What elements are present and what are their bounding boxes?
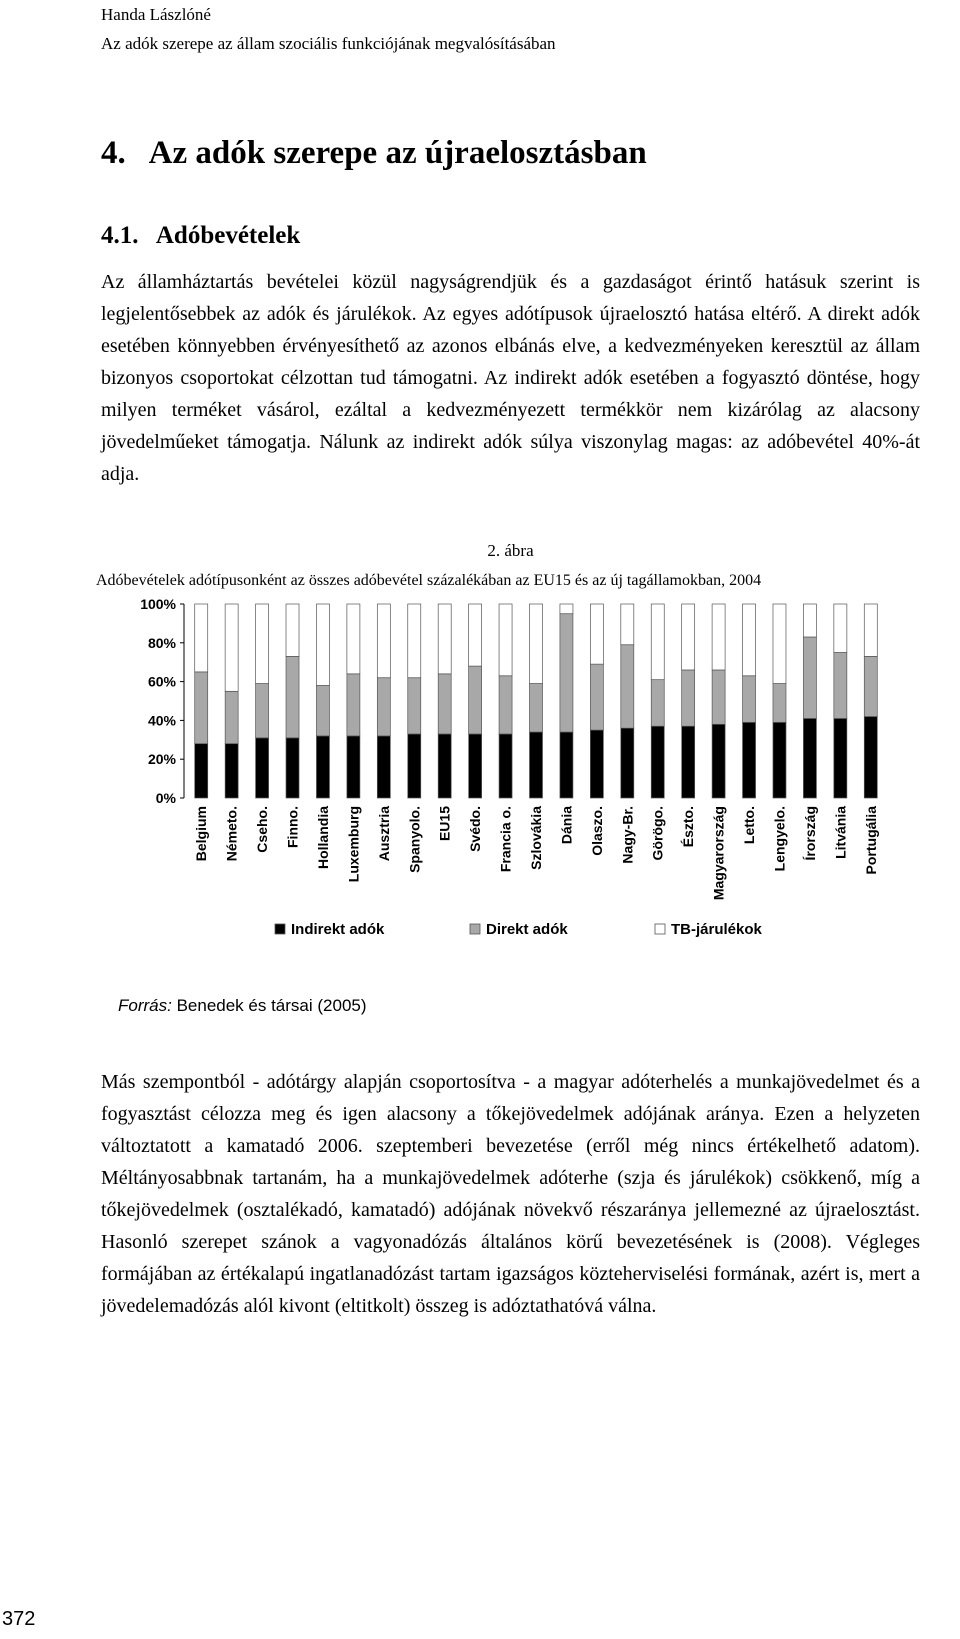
legend-swatch [655, 924, 665, 934]
y-tick-label: 40% [147, 712, 176, 729]
bar-segment [560, 614, 573, 732]
bar-segment [195, 744, 208, 798]
paragraph-tax-burden: Más szempontból - adótárgy alapján csoportosítva - a magyar adóterhelés a munkajövedelmet és a fogyasztást célozza meg és igen alacsony a tőkejövedelmek adójának aránya. Ezen a helyzeten változtatott a kamatadó 2006. szeptemberi bevezetése (erről még nincs értékelhető adatom). Méltányosabbnak tartanám, ha a munkajövedelmek adóterhe (szja és járulékok) csökkenő, míg a tőkejövedelmek (osztalékadó, kamatadó) adójának növekvő részaránya jellemezné az újraelosztást. Hasonló szerepet szánok a vagyonadózás általános körű bevezetésének is (2008). Végleges formájában az értékalapú ingatlanadózást tartam igazságos közteherviselési formának, azért is, mert a jövedelemadózás alól kivont (eltitkolt) összeg is adóztathatóvá válna. [101, 1071, 920, 1317]
bar-segment [651, 604, 664, 680]
bar-segment [225, 604, 238, 691]
x-category-label: EU15 [436, 806, 453, 842]
bar-segment [682, 726, 695, 798]
bar-segment [651, 680, 664, 727]
x-category-label: Szlovákia [528, 806, 544, 870]
bar-segment [256, 684, 269, 738]
bar-segment [347, 604, 360, 674]
bar-segment [438, 674, 451, 734]
y-tick-label: 100% [140, 596, 176, 612]
bar-segment [560, 604, 573, 614]
bar-segment [712, 724, 725, 798]
bar-segment [864, 656, 877, 716]
x-category-label: Belgium [193, 806, 210, 862]
bar-segment [864, 717, 877, 798]
source-label: Forrás: [118, 996, 172, 1015]
bar-segment [408, 604, 421, 678]
bar-segment [621, 604, 634, 645]
bar-segment [712, 670, 725, 724]
bar-segment [530, 604, 543, 684]
subsection-heading: 4.1. Adóbevételek [101, 222, 301, 249]
bar-segment [590, 604, 603, 664]
bar-segment [469, 666, 482, 734]
x-category-label: Spanyolo. [406, 806, 423, 873]
bar-segment [499, 604, 512, 676]
bar-segment [286, 604, 299, 656]
bar-segment [743, 676, 756, 723]
bar-segment [316, 736, 329, 798]
x-category-label: Lengyelo. [771, 806, 788, 872]
x-category-label: Nagy-Br. [619, 806, 636, 864]
x-category-label: Dánia [558, 806, 575, 845]
bar-segment [864, 604, 877, 656]
bar-segment [195, 672, 208, 744]
legend-swatch [470, 924, 480, 934]
bar-segment [590, 730, 603, 798]
bar-segment [469, 604, 482, 666]
bar-segment [682, 604, 695, 670]
legend-swatch [275, 924, 285, 934]
bar-segment [621, 645, 634, 728]
x-category-label: Írország [801, 806, 818, 861]
x-category-label: Magyarország [710, 806, 727, 901]
x-category-label: Észto. [680, 806, 697, 848]
legend-label: Direkt adók [486, 921, 568, 938]
bar-segment [560, 732, 573, 798]
bar-segment [499, 734, 512, 798]
bar-segment [834, 604, 847, 653]
y-tick-label: 0% [155, 790, 176, 806]
bar-segment [743, 722, 756, 798]
x-category-label: Litvánia [832, 806, 849, 859]
bar-segment [499, 676, 512, 734]
bar-segment [256, 738, 269, 798]
bar-segment [590, 664, 603, 730]
bar-segment [408, 734, 421, 798]
bar-segment [530, 732, 543, 798]
tax-revenue-stacked-bar-chart [110, 596, 900, 992]
legend-label: Indirekt adók [291, 921, 385, 938]
bar-segment [286, 738, 299, 798]
page-header [101, 0, 556, 58]
y-tick-label: 80% [147, 634, 176, 651]
bar-segment [225, 744, 238, 798]
bar-segment [225, 691, 238, 743]
bar-segment [316, 685, 329, 735]
bar-segment [773, 604, 786, 684]
y-tick-label: 20% [147, 751, 176, 768]
bar-segment [438, 734, 451, 798]
x-category-label: Görögo. [649, 806, 666, 861]
x-category-label: Portugália [862, 806, 879, 875]
bar-segment [803, 718, 816, 798]
x-category-label: Letto. [741, 806, 758, 845]
bar-segment [773, 684, 786, 723]
paragraph-revenues: Az államháztartás bevételei közül nagyságrendjük és a gazdaságot érintő hatásuk szerint is legjelentősebbek az adók és járulékok. Az egyes adótípusok újraelosztó hatása eltérő. A direkt adók esetében könnyebben érvényesíthető az azonos elbánás elve, a kedvezményeken keresztül az állam bizonyos csoportokat célzottan tud támogatni. Az indirekt adók esetében a fogyasztó döntése, hogy milyen terméket vásárol, ezáltal a kedvezményezett termékkör nem kizárólag az alacsony jövedelműeket támogatja. Nálunk az indirekt adók súlya viszonylag magas: az adóbevétel 40%-át adja. [101, 271, 920, 485]
bar-segment [438, 604, 451, 674]
legend-label: TB-járulékok [671, 921, 762, 938]
x-category-label: Luxemburg [345, 806, 362, 883]
source-text: Benedek és társai (2005) [171, 996, 367, 1015]
header-title: Az adók szerepe az állam szociális funkciójának megvalósításában [101, 34, 556, 53]
bar-segment [408, 678, 421, 734]
bar-segment [530, 684, 543, 733]
x-category-label: Olaszo. [588, 806, 605, 856]
bar-segment [347, 736, 360, 798]
page-number: 372 [2, 1608, 36, 1630]
bar-segment [256, 604, 269, 684]
bar-segment [621, 728, 634, 798]
bar-segment [469, 734, 482, 798]
x-category-label: Finno. [284, 806, 301, 848]
figure-number: 2. ábra [487, 541, 534, 560]
x-category-label: Ausztria [375, 806, 392, 862]
bar-segment [712, 604, 725, 670]
bar-segment [377, 736, 390, 798]
x-category-label: Francia o. [497, 806, 514, 873]
bar-segment [834, 718, 847, 798]
bar-segment [682, 670, 695, 726]
bar-segment [651, 726, 664, 798]
x-category-label: Németo. [223, 806, 240, 862]
bar-segment [803, 637, 816, 718]
bar-segment [834, 653, 847, 719]
bar-segment [773, 722, 786, 798]
section-heading: 4. Az adók szerepe az újraelosztásban [101, 135, 647, 171]
figure-caption: Adóbevételek adótípusonként az összes adóbevétel százalékában az EU15 és az új tagállamokban, 2004 [96, 572, 762, 589]
bar-segment [195, 604, 208, 672]
bar-segment [347, 674, 360, 736]
x-category-label: Hollandia [314, 806, 331, 870]
figure-source [118, 996, 367, 1016]
bar-segment [286, 656, 299, 737]
bar-segment [377, 678, 390, 736]
bar-segment [377, 604, 390, 678]
bar-segment [316, 604, 329, 685]
bar-segment [803, 604, 816, 637]
header-author: Handa Lászlóné [101, 5, 211, 24]
bar-segment [743, 604, 756, 676]
x-category-label: Svédo. [467, 806, 484, 852]
x-category-label: Cseho. [254, 806, 271, 853]
y-tick-label: 60% [147, 673, 176, 690]
